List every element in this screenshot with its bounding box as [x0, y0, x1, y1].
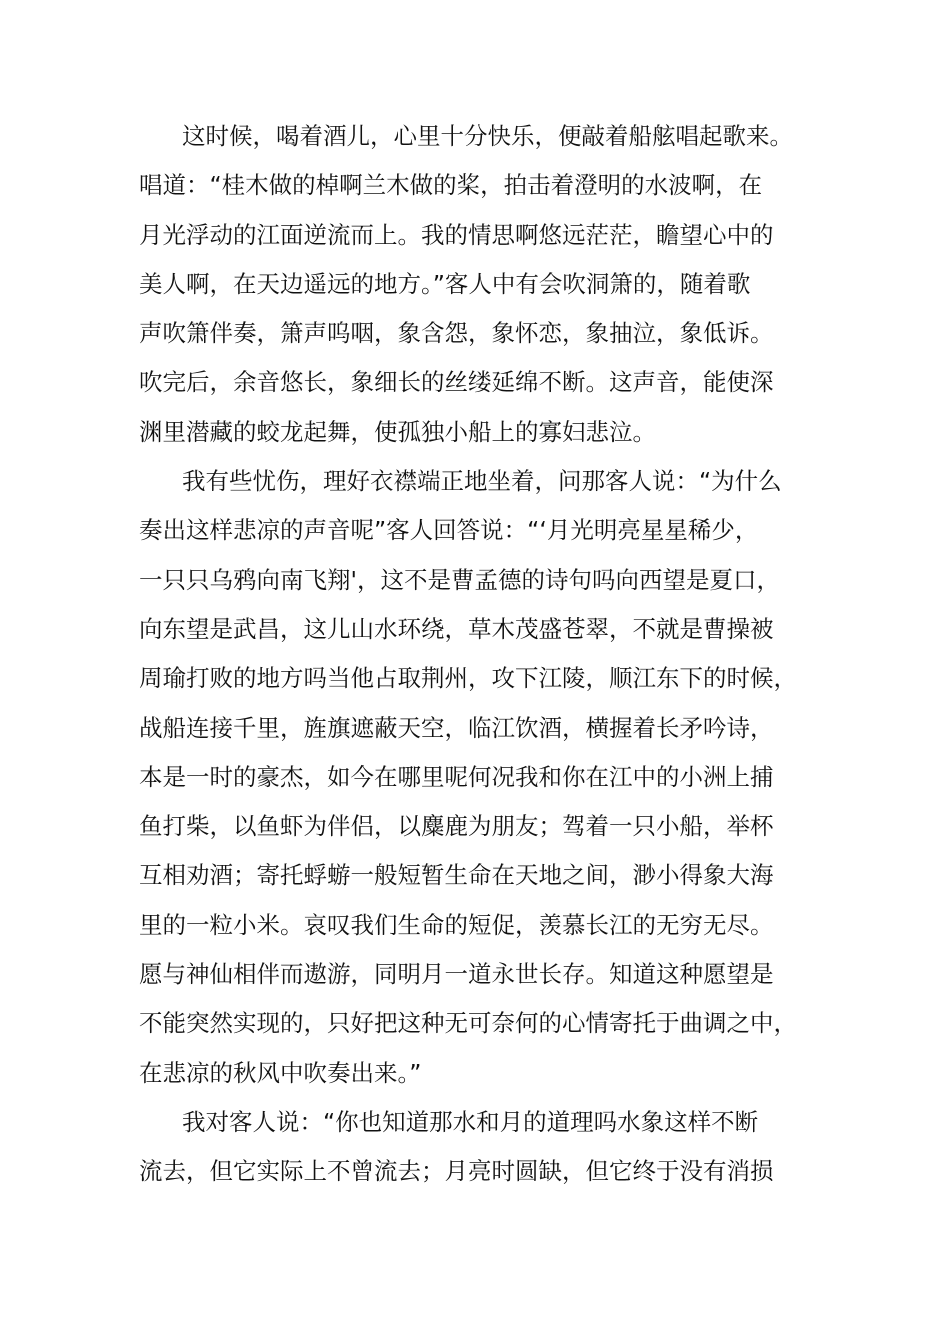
text-line: 美人啊，在天边遥远的地方。”客人中有会吹洞箫的，随着歌 — [139, 269, 751, 298]
text-line: 愿与神仙相伴而遨游，同明月一道永世长存。知道这种愿望是 — [139, 960, 774, 989]
text-line: 我对客人说：“你也知道那水和月的道理吗水象这样不断 — [182, 1107, 759, 1136]
text-line: 向东望是武昌，这儿山水环绕，草木茂盛苍翠，不就是曹操被 — [139, 614, 774, 643]
text-line: 不能突然实现的，只好把这种无可奈何的心情寄托于曲调之中， — [139, 1009, 797, 1038]
body-text — [139, 112, 829, 1197]
text-line: 月光浮动的江面逆流而上。我的情思啊悠远茫茫，瞻望心中的 — [139, 220, 774, 249]
text-line: 一只只乌鸦向南飞翔'，这不是曹孟德的诗句吗向西望是夏口， — [139, 565, 780, 594]
text-line: 流去，但它实际上不曾流去；月亮时圆缺，但它终于没有消损 — [139, 1157, 774, 1186]
text-line: 吹完后，余音悠长，象细长的丝缕延绵不断。这声音，能使深 — [139, 368, 774, 397]
text-line: 奏出这样悲凉的声音呢”客人回答说：“‘月光明亮星星稀少， — [139, 516, 759, 545]
text-line: 里的一粒小米。哀叹我们生命的短促，羡慕长江的无穷无尽。 — [139, 910, 774, 939]
text-line: 我有些忧伤，理好衣襟端正地坐着，问那客人说：“为什么 — [182, 467, 782, 496]
text-line: 本是一时的豪杰，如今在哪里呢何况我和你在江中的小洲上捕 — [139, 762, 774, 791]
text-line: 这时候，喝着酒儿，心里十分快乐，便敲着船舷唱起歌来。 — [182, 122, 793, 150]
paragraph-2 — [139, 457, 829, 1098]
text-line: 渊里潜藏的蛟龙起舞，使孤独小船上的寡妇悲泣。 — [139, 417, 656, 446]
paragraph-1 — [139, 112, 829, 457]
text-line: 鱼打柴，以鱼虾为伴侣，以麋鹿为朋友；驾着一只小船，举杯 — [139, 812, 774, 841]
paragraph-3 — [139, 1098, 829, 1197]
text-line: 周瑜打败的地方吗当他占取荆州，攻下江陵，顺江东下的时候， — [139, 664, 797, 693]
text-line: 在悲凉的秋风中吹奏出来。” — [139, 1058, 422, 1087]
text-line: 声吹箫伴奏，箫声呜咽，象含怨，象怀恋，象抽泣，象低诉。 — [139, 319, 774, 348]
text-line: 唱道：“桂木做的棹啊兰木做的桨，拍击着澄明的水波啊，在 — [139, 171, 763, 200]
text-line: 战船连接千里，旌旗遮蔽天空，临江饮酒，横握着长矛吟诗， — [139, 713, 774, 742]
text-line: 互相劝酒；寄托蜉蝣一般短暂生命在天地之间，渺小得象大海 — [139, 861, 774, 890]
